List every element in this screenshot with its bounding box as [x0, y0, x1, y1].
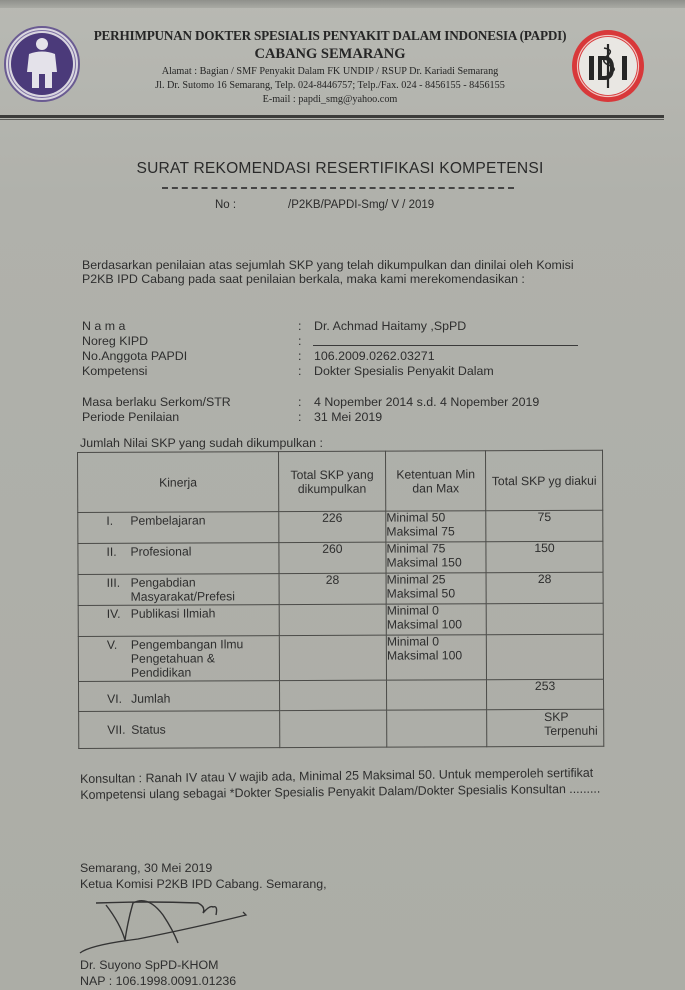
status-value: SKP Terpenuhi	[544, 709, 598, 738]
row-collected	[279, 680, 386, 710]
signature-place-date: Semarang, 30 Mei 2019	[80, 861, 213, 875]
row-min: Minimal 0	[386, 634, 440, 649]
papdi-logo-icon	[2, 24, 82, 104]
paper-top-shadow	[0, 0, 685, 8]
row-collected	[279, 635, 386, 680]
table-row	[78, 634, 603, 681]
row-kinerja: Pembelajaran	[130, 513, 206, 528]
field-colon: :	[298, 334, 302, 348]
row-collected	[279, 710, 386, 747]
letterhead-divider-thin	[0, 119, 664, 120]
field-label: Noreg KIPD	[82, 334, 149, 348]
field-colon: :	[298, 319, 302, 333]
row-number: V.	[106, 637, 118, 652]
row-max: Maksimal 100	[386, 617, 463, 632]
header-min-max: Ketentuan Min dan Max	[386, 451, 486, 511]
document-number-label: No :	[215, 199, 237, 211]
handwritten-signature-icon	[78, 895, 258, 955]
row-kinerja: Pengembangan Ilmu Pengetahuan & Pendidikan	[130, 637, 244, 680]
row-recognized	[486, 634, 603, 680]
row-collected: 28	[279, 573, 386, 604]
row-collected: 226	[279, 511, 386, 542]
address-line-1: Alamat : Bagian / SMF Penyakit Dalam FK UNDIP / RSUP Dr. Kariadi Semarang	[161, 66, 499, 77]
row-kinerja: Jumlah	[131, 691, 171, 706]
row-min: Minimal 50	[386, 510, 446, 525]
row-kinerja: Publikasi Ilmiah	[130, 606, 216, 621]
row-kinerja: Status	[131, 722, 166, 737]
field-label: Kompetensi	[82, 364, 148, 378]
row-number: VI.	[107, 692, 123, 707]
row-max: Maksimal 50	[386, 586, 456, 601]
row-min: Minimal 25	[386, 572, 446, 587]
field-value: 4 Nopember 2014 s.d. 4 Nopember 2019	[314, 395, 540, 409]
field-value: 106.2009.0262.03271	[314, 349, 435, 363]
row-number: VII.	[107, 722, 126, 737]
field-value: Dokter Spesialis Penyakit Dalam	[314, 364, 494, 378]
field-colon: :	[298, 349, 302, 363]
header-kinerja: Kinerja	[78, 452, 279, 513]
row-min: Minimal 75	[386, 541, 446, 556]
row-recognized	[486, 603, 603, 635]
address-line-2: Jl. Dr. Sutomo 16 Semarang, Telp. 024-8446757; Telp./Fax. 024 - 8456155 - 8456155	[155, 80, 505, 91]
row-max: Maksimal 100	[386, 648, 463, 663]
blank-fill-line	[313, 345, 578, 346]
row-recognized: 28	[486, 572, 603, 604]
row-number: II.	[106, 544, 117, 559]
signatory-role: Ketua Komisi P2KB IPD Cabang. Semarang,	[80, 877, 327, 891]
table-row	[78, 572, 603, 605]
row-kinerja: Profesional	[130, 544, 192, 559]
field-colon: :	[298, 395, 302, 409]
field-value: Dr. Achmad Haitamy ,SpPD	[314, 319, 467, 333]
row-collected	[279, 604, 386, 635]
field-label: Masa berlaku Serkom/STR	[82, 395, 231, 409]
field-label: No.Anggota PAPDI	[82, 349, 188, 363]
skp-table	[77, 450, 604, 749]
row-max: Maksimal 75	[386, 524, 455, 539]
row-number: III.	[106, 575, 121, 590]
table-row	[78, 510, 603, 543]
consultant-note: Konsultan : Ranah IV atau V wajib ada, Minimal 25 Maksimal 50. Untuk memperoleh sertifikat Kompetensi ulang sebagai *Dokter Spesialis Penyakit Dalam/Dokter Spesialis Konsultan .........	[80, 765, 601, 802]
document-title: SURAT REKOMENDASI RESERTIFIKASI KOMPETENSI	[136, 160, 544, 177]
table-caption: Jumlah Nilai SKP yang sudah dikumpulkan :	[80, 436, 323, 450]
field-value: 31 Mei 2019	[314, 410, 383, 424]
organization-branch: CABANG SEMARANG	[254, 46, 406, 62]
row-collected: 260	[279, 542, 386, 573]
row-min: Minimal 0	[386, 603, 439, 618]
organization-name: PERHIMPUNAN DOKTER SPESIALIS PENYAKIT DALAM INDONESIA (PAPDI)	[93, 28, 567, 43]
title-dashed-divider	[162, 187, 514, 189]
email-address: E-mail : papdi_smg@yahoo.com	[262, 94, 398, 105]
field-colon: :	[298, 410, 302, 424]
table-row	[78, 603, 603, 636]
row-number: IV.	[106, 606, 121, 621]
table-row	[79, 679, 604, 711]
table-row	[78, 541, 603, 574]
intro-paragraph: Berdasarkan penilaian atas sejumlah SKP yang telah dikumpulkan dan dinilai oleh Komisi P2KB IPD Cabang pada saat penilaian berkala, maka kami merekomendasikan :	[82, 258, 574, 286]
row-number: I.	[106, 513, 114, 528]
letterhead-divider	[0, 115, 664, 118]
field-label: N a m a	[82, 319, 126, 333]
row-recognized: 75	[486, 510, 603, 542]
row-recognized: 150	[486, 541, 603, 573]
document-number: /P2KB/PAPDI-Smg/ V / 2019	[288, 199, 435, 211]
row-max: Maksimal 150	[386, 555, 462, 570]
table-header-row	[78, 450, 603, 512]
signatory-name: Dr. Suyono SpPD-KHOM	[80, 958, 219, 972]
row-kinerja: Pengabdian Masyarakat/Prefesi	[130, 575, 235, 604]
field-label: Periode Penilaian	[82, 410, 180, 424]
row-recognized: 253	[487, 679, 604, 710]
header-total-collected: Total SKP yang dikumpulkan	[278, 451, 385, 511]
field-colon: :	[298, 364, 302, 378]
header-total-recognized: Total SKP yg diakui	[486, 450, 603, 511]
signatory-nap: NAP : 106.1998.0091.01236	[80, 974, 237, 988]
table-row	[79, 709, 604, 748]
